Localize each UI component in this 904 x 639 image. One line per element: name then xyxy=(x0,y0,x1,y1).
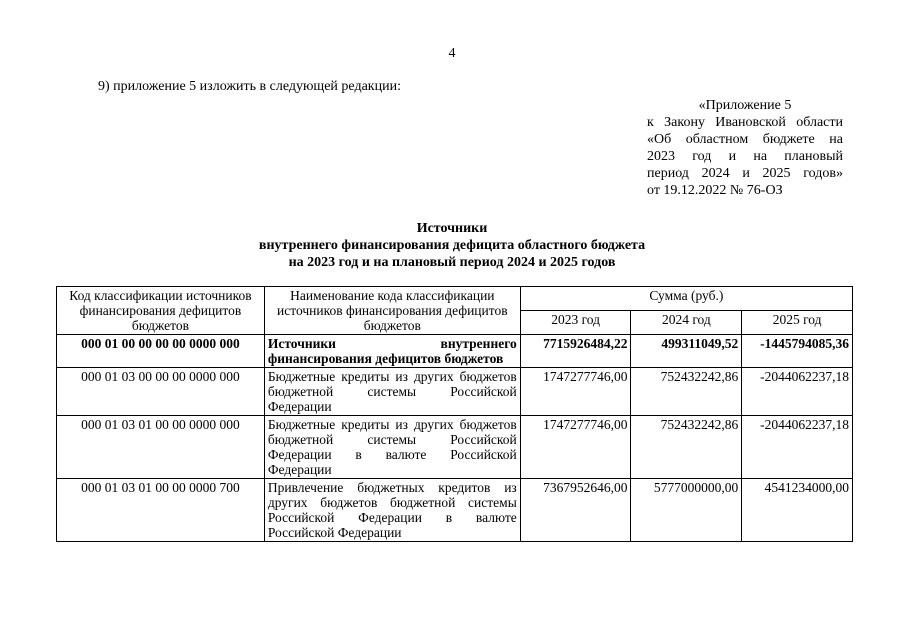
table-row xyxy=(57,479,853,542)
intro-text: 9) приложение 5 изложить в следующей редакции: xyxy=(98,79,401,94)
title-line-3: на 2023 год и на плановый период 2024 и 2025 годов xyxy=(288,255,616,270)
document-title xyxy=(0,220,904,271)
row-value-2023: 1747277746,00 xyxy=(520,416,631,479)
row-value-2025: 4541234000,00 xyxy=(742,479,853,542)
row-value-2023: 1747277746,00 xyxy=(520,368,631,416)
annex-line: от 19.12.2022 № 76-ОЗ xyxy=(647,183,783,198)
header-sum: Сумма (руб.) xyxy=(520,287,852,311)
row-code: 000 01 03 01 00 00 0000 000 xyxy=(57,416,265,479)
row-code: 000 01 03 00 00 00 0000 000 xyxy=(57,368,265,416)
annex-line: период 2024 и 2025 годов» xyxy=(647,166,843,181)
header-year-2024: 2024 год xyxy=(631,311,742,335)
row-code: 000 01 03 01 00 00 0000 700 xyxy=(57,479,265,542)
row-name: Источники внутреннего финансирования дефицитов бюджетов xyxy=(264,335,520,368)
page-number: 4 xyxy=(448,46,456,61)
row-name: Бюджетные кредиты из других бюджетов бюджетной системы Российской Федерации xyxy=(264,368,520,416)
annex-line: к Закону Ивановской области xyxy=(647,115,843,130)
header-year-2025: 2025 год xyxy=(742,311,853,335)
table-row xyxy=(57,368,853,416)
annex-line: «Об областном бюджете на xyxy=(647,132,843,147)
row-value-2025: -2044062237,18 xyxy=(742,368,853,416)
row-value-2025: -2044062237,18 xyxy=(742,416,853,479)
row-value-2025: -1445794085,36 xyxy=(742,335,853,368)
title-line-2: внутреннего финансирования дефицита областного бюджета xyxy=(258,238,646,253)
header-year-2023: 2023 год xyxy=(520,311,631,335)
annex-line: 2023 год и на плановый xyxy=(647,149,843,164)
table-row xyxy=(57,416,853,479)
table-header-row xyxy=(57,287,853,311)
row-code: 000 01 00 00 00 00 0000 000 xyxy=(57,335,265,368)
row-name: Бюджетные кредиты из других бюджетов бюджетной системы Российской Федерации в валюте Российской Федерации xyxy=(264,416,520,479)
annex-reference xyxy=(647,97,843,199)
row-value-2024: 5777000000,00 xyxy=(631,479,742,542)
financing-sources-table xyxy=(56,286,853,542)
table-row xyxy=(57,335,853,368)
row-value-2024: 752432242,86 xyxy=(631,368,742,416)
annex-line: «Приложение 5 xyxy=(698,98,792,113)
header-code: Код классификации источников финансирования дефицитов бюджетов xyxy=(57,287,265,335)
row-value-2024: 752432242,86 xyxy=(631,416,742,479)
header-name: Наименование кода классификации источников финансирования дефицитов бюджетов xyxy=(264,287,520,335)
title-line-1: Источники xyxy=(416,221,488,236)
row-value-2024: 499311049,52 xyxy=(631,335,742,368)
row-name: Привлечение бюджетных кредитов из других бюджетов бюджетной системы Российской Федерации в валюте Российской Федерации xyxy=(264,479,520,542)
row-value-2023: 7367952646,00 xyxy=(520,479,631,542)
row-value-2023: 7715926484,22 xyxy=(520,335,631,368)
